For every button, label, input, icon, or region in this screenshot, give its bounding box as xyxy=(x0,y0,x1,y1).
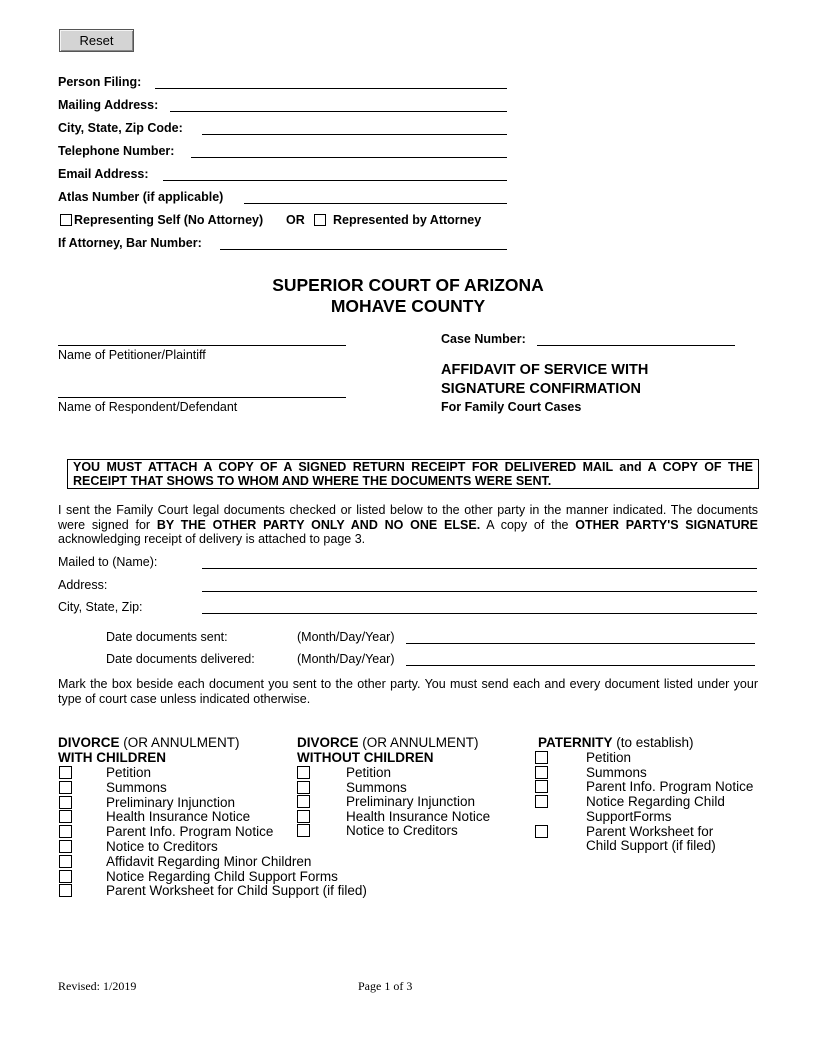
without-children-subtitle: WITHOUT CHILDREN xyxy=(297,750,434,765)
paternity-item: Notice Regarding Child xyxy=(586,794,725,810)
without-children-checkbox[interactable] xyxy=(297,810,310,823)
address-label: Address: xyxy=(58,578,108,592)
respondent-label: Name of Respondent/Defendant xyxy=(58,400,238,414)
represented-by-attorney-checkbox[interactable] xyxy=(314,214,326,226)
paternity-checkbox[interactable] xyxy=(535,751,548,764)
paternity-title-rest: (to establish) xyxy=(612,735,694,750)
paternity-checkbox[interactable] xyxy=(535,795,548,808)
bar-number-field[interactable] xyxy=(220,249,507,250)
city-state-zip-field[interactable] xyxy=(202,134,507,135)
case-number-label: Case Number: xyxy=(441,332,526,346)
with-children-checkbox[interactable] xyxy=(59,781,72,794)
warning-line1: YOU MUST ATTACH A COPY OF A SIGNED RETURN RECEIPT FOR DELIVERED MAIL and A COPY OF THE xyxy=(73,460,753,474)
page-number: Page 1 of 3 xyxy=(358,979,413,993)
atlas-label: Atlas Number (if applicable) xyxy=(58,190,224,204)
person-filing-label: Person Filing: xyxy=(58,75,142,89)
city-state-zip-label: City, State, Zip Code: xyxy=(58,121,183,135)
respondent-name-field[interactable] xyxy=(58,397,346,398)
without-children-checkbox[interactable] xyxy=(297,824,310,837)
with-children-checkbox[interactable] xyxy=(59,884,72,897)
without-children-item: Summons xyxy=(346,779,407,795)
intro-text-2: A copy of the xyxy=(480,517,576,532)
without-children-checkbox[interactable] xyxy=(297,795,310,808)
warning-box xyxy=(67,459,759,489)
document-title-line1: AFFIDAVIT OF SERVICE WITH xyxy=(441,362,649,378)
mailed-to-label: Mailed to (Name): xyxy=(58,555,158,569)
with-children-checkbox[interactable] xyxy=(59,855,72,868)
with-children-checkbox[interactable] xyxy=(59,766,72,779)
atlas-field[interactable] xyxy=(244,203,507,204)
with-children-checkbox[interactable] xyxy=(59,825,72,838)
email-field[interactable] xyxy=(163,180,507,181)
with-children-checkbox[interactable] xyxy=(59,870,72,883)
without-children-item: Petition xyxy=(346,765,392,780)
case-number-field[interactable] xyxy=(537,345,735,346)
with-children-checkbox[interactable] xyxy=(59,810,72,823)
paternity-title xyxy=(538,735,694,750)
date-sent-label: Date documents sent: xyxy=(106,630,228,644)
paternity-item: Parent Worksheet for xyxy=(586,823,714,839)
date-sent-format: (Month/Day/Year) xyxy=(297,630,395,644)
without-children-item: Notice to Creditors xyxy=(346,823,458,839)
instruction-text: Mark the box beside each document you sent to the other party. You must send each and every document listed under your type of court case unless indicated otherwise. xyxy=(58,677,758,706)
representing-self-checkbox[interactable] xyxy=(60,214,72,226)
date-sent-field[interactable] xyxy=(406,643,755,644)
intro-text-1: I sent the Family Court legal documents checked or listed below to the other party in the manner indicated. The documents were signed for xyxy=(58,503,758,532)
with-children-title xyxy=(58,735,240,750)
county-name: MOHAVE COUNTY xyxy=(330,296,486,316)
with-children-item: Petition xyxy=(106,765,152,780)
with-children-item: Health Insurance Notice xyxy=(106,809,251,825)
paternity-checkbox[interactable] xyxy=(535,766,548,779)
paternity-title-bold: PATERNITY xyxy=(538,735,613,750)
with-children-subtitle: WITH CHILDREN xyxy=(58,750,166,765)
court-name: SUPERIOR COURT OF ARIZONA xyxy=(272,275,544,295)
represented-by-attorney-label: Represented by Attorney xyxy=(333,213,482,227)
email-label: Email Address: xyxy=(58,167,149,181)
address-field[interactable] xyxy=(202,591,757,592)
city-label: City, State, Zip: xyxy=(58,600,143,614)
without-children-title xyxy=(297,735,479,750)
petitioner-label: Name of Petitioner/Plaintiff xyxy=(58,348,206,362)
without-children-title-rest: (OR ANNULMENT) xyxy=(358,735,479,750)
with-children-item: Parent Worksheet for Child Support (if filed) xyxy=(106,883,367,899)
date-delivered-format: (Month/Day/Year) xyxy=(297,652,395,666)
mailing-address-label: Mailing Address: xyxy=(58,98,159,112)
intro-bold-1: BY THE OTHER PARTY ONLY AND NO ONE ELSE. xyxy=(156,517,481,532)
mailing-address-field[interactable] xyxy=(170,111,507,112)
paternity-checkbox[interactable] xyxy=(535,780,548,793)
paternity-checkbox[interactable] xyxy=(535,825,548,838)
telephone-label: Telephone Number: xyxy=(58,144,175,158)
mailed-to-field[interactable] xyxy=(202,568,757,569)
with-children-item: Parent Info. Program Notice xyxy=(106,824,274,840)
with-children-item: Summons xyxy=(106,779,167,795)
date-delivered-label: Date documents delivered: xyxy=(106,652,255,666)
with-children-title-bold: DIVORCE xyxy=(58,735,120,750)
representing-self-label: Representing Self (No Attorney) xyxy=(74,213,264,227)
revised-date: Revised: 1/2019 xyxy=(58,979,137,993)
intro-text-3: acknowledging receipt of delivery is attached to page 3. xyxy=(58,532,366,546)
person-filing-field[interactable] xyxy=(155,88,507,89)
petitioner-name-field[interactable] xyxy=(58,345,346,346)
bar-number-label: If Attorney, Bar Number: xyxy=(58,236,202,250)
without-children-title-bold: DIVORCE xyxy=(297,735,359,750)
without-children-item: Health Insurance Notice xyxy=(346,808,491,824)
or-label: OR xyxy=(286,213,305,227)
without-children-item: Preliminary Injunction xyxy=(346,794,476,810)
reset-button[interactable]: Reset xyxy=(59,29,134,52)
document-title-line2: SIGNATURE CONFIRMATION xyxy=(441,381,642,397)
with-children-item: Notice Regarding Child Support Forms xyxy=(106,868,338,884)
document-subtitle: For Family Court Cases xyxy=(441,400,582,414)
paternity-item: Petition xyxy=(586,750,632,765)
paternity-item: Parent Info. Program Notice xyxy=(586,779,754,795)
with-children-item: Affidavit Regarding Minor Children xyxy=(106,853,312,869)
paternity-item: Summons xyxy=(586,764,647,780)
with-children-title-rest: (OR ANNULMENT) xyxy=(119,735,240,750)
with-children-checkbox[interactable] xyxy=(59,840,72,853)
intro-bold-2: OTHER PARTY'S SIGNATURE xyxy=(575,517,758,532)
date-delivered-field[interactable] xyxy=(406,665,755,666)
paternity-item: SupportForms xyxy=(586,808,672,824)
warning-line2: RECEIPT THAT SHOWS TO WHOM AND WHERE THE DOCUMENTS WERE SENT. xyxy=(73,474,552,488)
with-children-checkbox[interactable] xyxy=(59,796,72,809)
without-children-checkbox[interactable] xyxy=(297,766,310,779)
paternity-item: Child Support (if filed) xyxy=(586,838,716,854)
city-field[interactable] xyxy=(202,613,757,614)
with-children-item: Notice to Creditors xyxy=(106,839,218,854)
without-children-checkbox[interactable] xyxy=(297,781,310,794)
intro-paragraph xyxy=(58,503,758,547)
with-children-item: Preliminary Injunction xyxy=(106,794,236,810)
telephone-field[interactable] xyxy=(191,157,507,158)
